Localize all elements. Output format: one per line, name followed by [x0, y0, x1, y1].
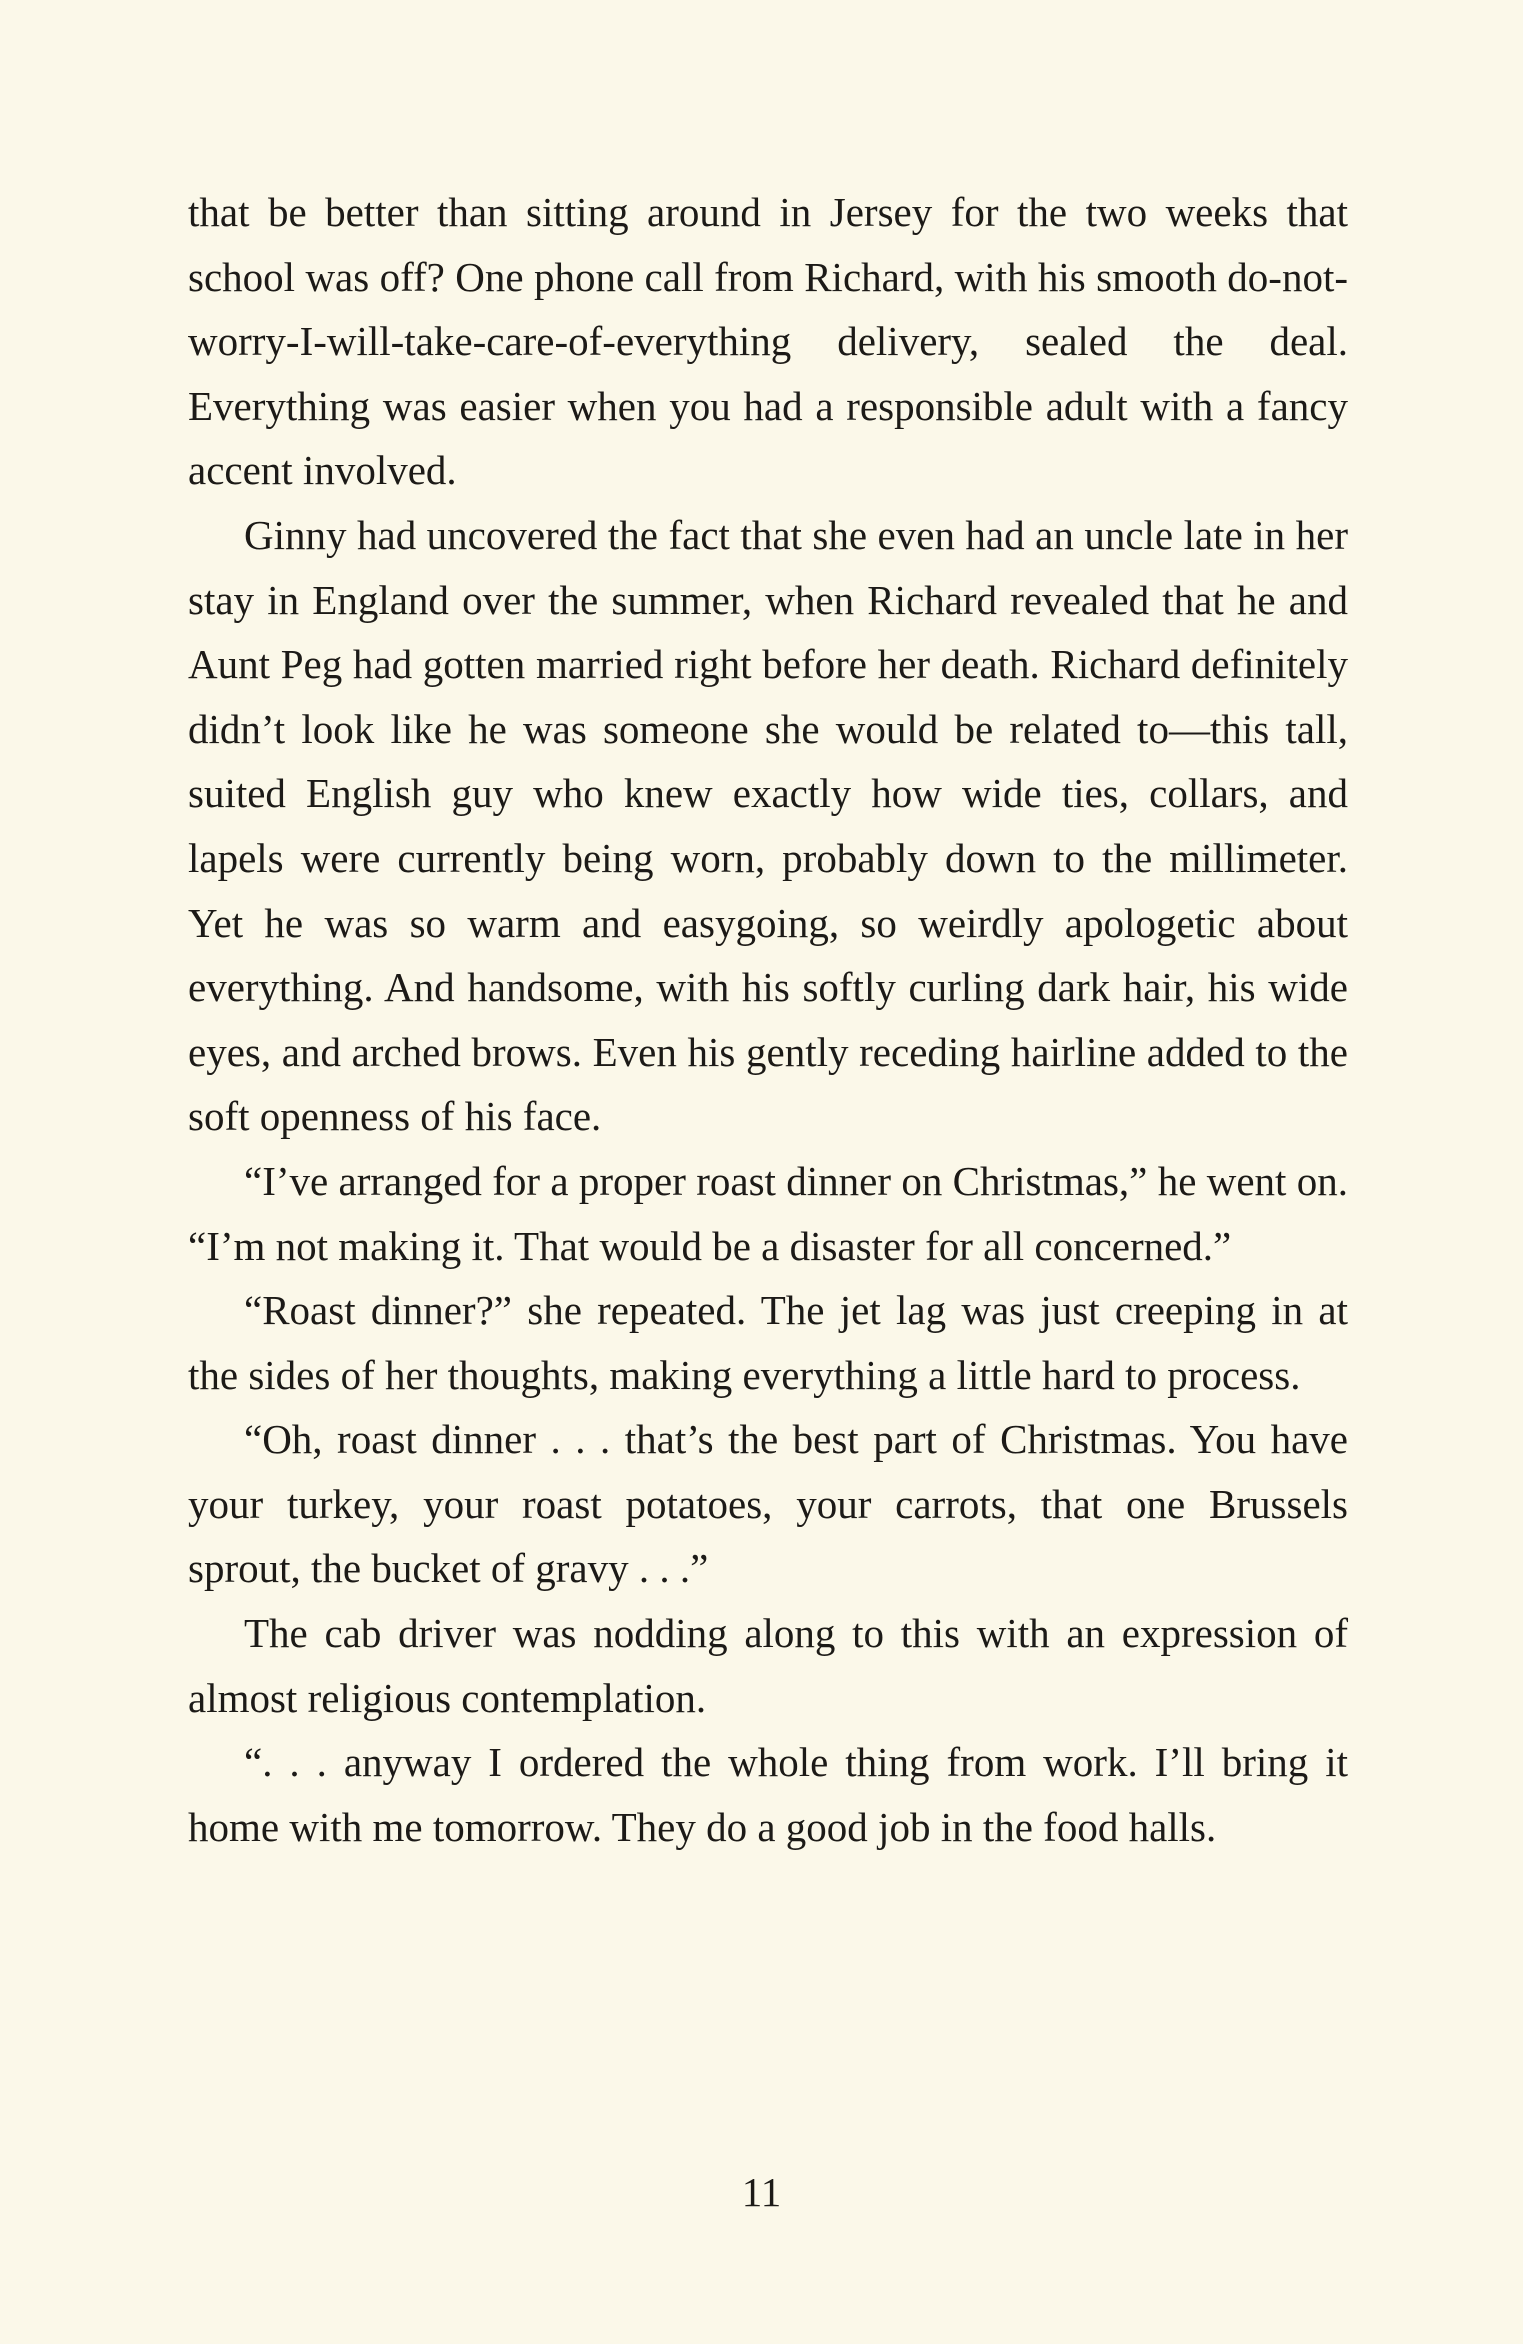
paragraph-3: “I’ve arranged for a proper roast dinner on Christmas,” he went on. “I’m not making it. That would be a disaster for all concerned.” — [188, 1157, 1348, 1269]
paragraph-1: that be better than sitting around in Jersey for the two weeks that school was off? One phone call from Richard, with his smooth do-not-worry-I-will-take-care-of-everything delivery, sealed the deal. Everything was easier when you had a responsible adult with a fancy accent involved. — [188, 189, 1348, 494]
page-number: 11 — [741, 2169, 782, 2215]
body-text — [188, 180, 1348, 1859]
paragraph-7: “. . . anyway I ordered the whole thing from work. I’ll bring it home with me tomorrow. They do a good job in the food halls. — [188, 1739, 1348, 1850]
paragraph-5: “Oh, roast dinner . . . that’s the best part of Christmas. You have your turkey, your roast potatoes, your carrots, that one Brussels sprout, the bucket of gravy . . .” — [188, 1416, 1348, 1592]
paragraph-2: Ginny had uncovered the fact that she even had an uncle late in her stay in England over the summer, when Richard revealed that he and Aunt Peg had gotten married right before her death. Richard definitely didn’t look like he was someone she would be related to—this tall, suited English guy who knew exactly how wide ties, collars, and lapels were currently being worn, probably down to the millimeter. Yet he was so warm and easygoing, so weirdly apologetic about everything. And handsome, with his softly curling dark hair, his wide eyes, and arched brows. Even his gently receding hairline added to the soft openness of his face. — [188, 511, 1348, 1140]
paragraph-6: The cab driver was nodding along to this with an expression of almost religious contemplation. — [188, 1610, 1348, 1721]
paragraph-4: “Roast dinner?” she repeated. The jet lag was just creeping in at the sides of her thoughts, making everything a little hard to process. — [188, 1287, 1348, 1398]
